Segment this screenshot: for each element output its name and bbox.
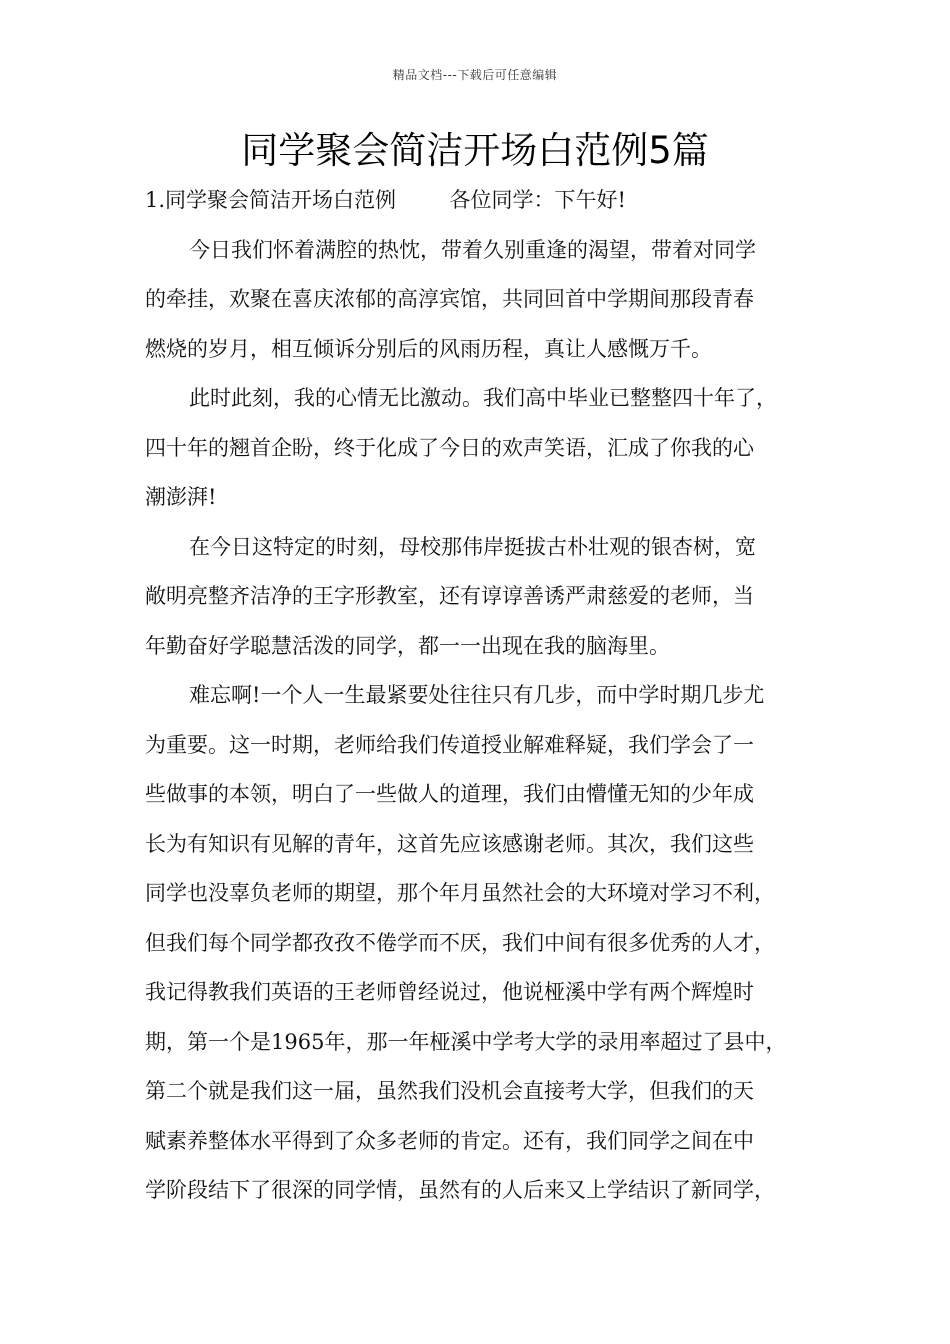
paragraph-line: 难忘啊!一个人一生最紧要处往往只有几步，而中学时期几步尤: [189, 683, 765, 707]
paragraph-list: [145, 226, 835, 1216]
paragraph-line: 同学也没辜负老师的期望，那个年月虽然社会的大环境对学习不利，: [145, 881, 775, 905]
paragraph-line: 为重要。这一时期，老师给我们传道授业解难释疑，我们学会了一: [145, 732, 754, 757]
paragraph: [145, 374, 835, 523]
paragraph-line: 此时此刻，我的心情无比激动。我们高中毕业已整整四十年了，: [189, 386, 777, 410]
paragraph-line: 赋素养整体水平得到了众多老师的肯定。还有，我们同学之间在中: [145, 1128, 754, 1153]
paragraph-line: 第二个就是我们这一届，虽然我们没机会直接考大学，但我们的天: [145, 1079, 754, 1103]
paragraph-line: 敞明亮整齐洁净的王字形教室，还有谆谆善诱严肃慈爱的老师，当: [145, 584, 754, 608]
paragraph: [145, 523, 835, 672]
paragraph-line: 的牵挂，欢聚在喜庆浓郁的高淳宾馆，共同回首中学期间那段青春: [145, 287, 754, 311]
header-note: 精品文档---下载后可任意编辑: [392, 68, 558, 82]
paragraph-line: 年勤奋好学聪慧活泼的同学，都一一出现在我的脑海里。: [145, 633, 670, 658]
paragraph-line: 我记得教我们英语的王老师曾经说过，他说桠溪中学有两个辉煌时: [145, 980, 754, 1004]
paragraph: [145, 226, 835, 375]
paragraph-line: 学阶段结下了很深的同学情，虽然有的人后来又上学结识了新同学，: [145, 1178, 775, 1202]
document-title: 同学聚会简洁开场白范例5篇: [241, 129, 709, 172]
section-heading: [145, 176, 835, 226]
paragraph-line: 潮澎湃!: [145, 485, 217, 509]
paragraph-line: 但我们每个同学都孜孜不倦学而不厌，我们中间有很多优秀的人才，: [145, 930, 775, 955]
section-heading-label: 1.同学聚会简洁开场白范例: [145, 188, 397, 212]
paragraph: [145, 671, 835, 1216]
section-greeting: 各位同学：下午好!: [449, 188, 626, 212]
paragraph-line: 长为有知识有见解的青年，这首先应该感谢老师。其次，我们这些: [145, 831, 754, 856]
document-body: [145, 176, 835, 1216]
paragraph-line: 期，第一个是1965年，那一年桠溪中学考大学的录用率超过了县中，: [145, 1029, 787, 1054]
paragraph-line: 在今日这特定的时刻，母校那伟岸挺拔古朴壮观的银杏树，宽: [189, 534, 756, 559]
paragraph-line: 些做事的本领，明白了一些做人的道理，我们由懵懂无知的少年成: [145, 782, 754, 806]
paragraph-line: 四十年的翘首企盼，终于化成了今日的欢声笑语，汇成了你我的心: [145, 435, 754, 460]
paragraph-line: 燃烧的岁月，相互倾诉分别后的风雨历程，真让人感慨万千。: [145, 336, 712, 361]
paragraph-line: 今日我们怀着满腔的热忱，带着久别重逢的渴望，带着对同学: [189, 237, 756, 262]
